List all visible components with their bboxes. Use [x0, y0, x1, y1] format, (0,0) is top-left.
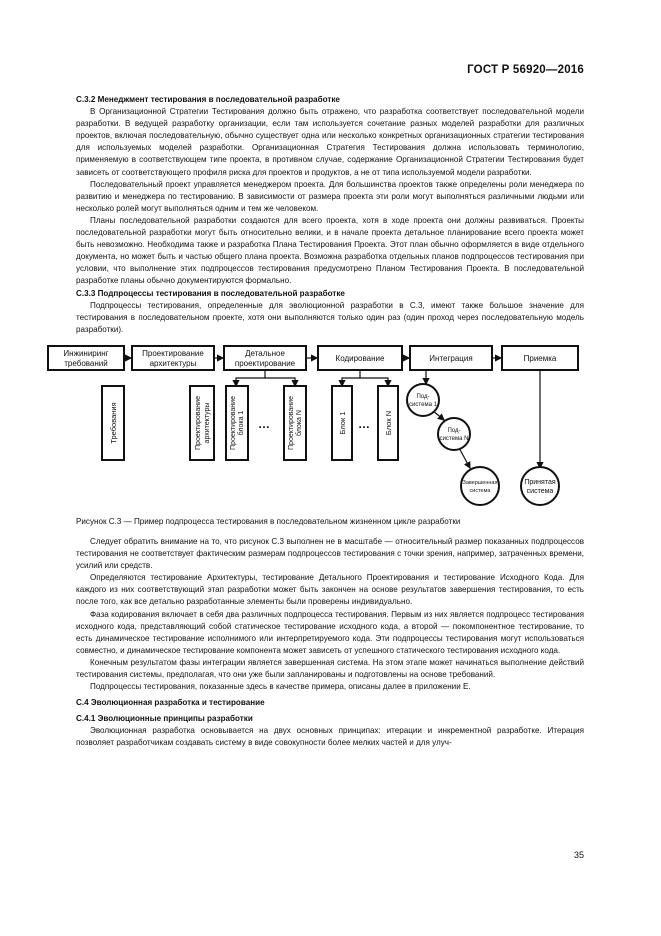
figure-caption: Рисунок С.3 — Пример подпроцесса тестирования в последовательном жизненном цикле разработки [76, 516, 461, 526]
standard-header: ГОСТ Р 56920—2016 [467, 64, 584, 76]
phase-acceptance [502, 346, 578, 370]
phase-detailed-design [224, 346, 306, 370]
sub-design-block-n [284, 386, 306, 460]
svg-text:Приемка: Приемка [523, 353, 557, 363]
svg-text:Интеграция: Интеграция [429, 353, 473, 363]
svg-text:Проектирование: Проектирование [230, 395, 237, 450]
svg-text:проектирование: проектирование [234, 358, 296, 368]
svg-text:требований: требований [64, 358, 108, 368]
figure-c3 [46, 344, 557, 512]
section-c41-title: С.4.1 Эволюционные принципы разработки [76, 714, 253, 724]
page-content [63, 94, 584, 750]
svg-text:Завершенная: Завершенная [462, 479, 498, 486]
completed-system [461, 467, 499, 505]
svg-text:система N: система N [439, 435, 469, 442]
phase-integration [410, 346, 492, 370]
sub-block-n [378, 386, 398, 460]
section-c32-title: С.3.2 Менеджмент тестирования в последовательной разработке [76, 95, 340, 104]
phase-requirements-engineering [48, 346, 124, 370]
svg-text:Проектирование: Проектирование [288, 395, 295, 450]
svg-text:система: система [526, 487, 554, 495]
svg-text:архитектуры: архитектуры [204, 402, 211, 444]
svg-text:Под-: Под- [447, 427, 461, 434]
page-number: 35 [573, 850, 584, 860]
svg-text:Проектирование: Проектирование [195, 395, 202, 450]
sub-design-block-1 [226, 386, 248, 460]
accepted-system [521, 467, 559, 505]
svg-text:Под-: Под- [416, 393, 430, 400]
paragraph: Конечным результатом фазы интеграции является завершенная система. На этом этапе может начинаться выполнение действий тестирования системы, предполагая, что они уже были запланированы и подготовлены на основе требований. [76, 657, 584, 679]
paragraph: Эволюционная разработка основывается на двух основных принципах: итерации и инкрементной разработке. Итерация позволяет разработчикам создавать систему в виде совокупности более мелких частей и для улуч- [76, 726, 584, 748]
sub-block-1 [332, 386, 352, 460]
sub-requirements [102, 386, 124, 460]
svg-text:архитектуры: архитектуры [149, 358, 197, 368]
subsystem-1 [407, 384, 439, 416]
paragraph: Подпроцессы тестирования, определенные для эволюционной разработки в С.3, имеют также большое значение для тестирования в последовательном проекте, хотя они выполняются только один раз (один проход через последовательную модель разработки). [76, 300, 584, 334]
svg-text:Кодирование: Кодирование [335, 353, 385, 363]
phase-architecture-design [132, 346, 214, 370]
svg-text:Блок N: Блок N [384, 410, 393, 436]
svg-text:Блок 1: Блок 1 [338, 411, 347, 435]
svg-text:Детальное: Детальное [245, 348, 285, 358]
paragraph: Определяются тестирование Архитектуры, тестирование Детального Проектирования и тестирование Исходного Кода. Для каждого из них соответствующий этап разработки может быть закончен на основе результатов завершения тестирования, то есть после того, как все детально разработанные элементы были проверены индивидуально. [76, 573, 584, 607]
paragraph: Последовательный проект управляется менеджером проекта. Для большинства проектов также определены роли менеджера по развитию и менеджера по тестированию. В зависимости от размера проекта эти роли могут выполняться различными людьми или несколько ролей могут выполняться одним и тем же человеком. [76, 179, 584, 213]
paragraph: Фаза кодирования включает в себя два различных подпроцесса тестирования. Первым из них является подпроцесс тестирования исходного кода, представляющий собой статическое тестирование исходного кода, а второй — покомпонентное тестирование, то есть динамическое тестирование исполнимого или интерпретируемого кода. Эти подпроцессы тестирования могут использоваться совместно, и динамическое тестирование компонента может зависеть от успешного статического тестирования исходного кода. [76, 609, 584, 655]
svg-text:Инжиниринг: Инжиниринг [63, 348, 109, 358]
integration-flow [426, 370, 540, 468]
svg-text:Проектирование: Проектирование [142, 348, 204, 358]
svg-text:Требования: Требования [109, 402, 118, 444]
ellipsis: … [258, 416, 270, 431]
svg-text:система 1: система 1 [409, 401, 437, 408]
paragraph: Планы последовательной разработки создаются для всего проекта, хотя в ходе проекта они должны развиваться. Проекты последовательной разработки могут быть относительно велики, и в начале проекта детальное планирование всего проекта может быть невозможно. Необходима также и разработка Плана Тестирования Проекта. Этот план обычно оформляется в виде отдельного документа, но может быть и частью общего плана проекта. Возможна разработка отдельных планов подпроцессов тестирования при условии, что выполнение этих подпроцессов тестирования предусмотрено Планом Тестирования Проекта. В последовательной разработке планы обычно документируются формально. [76, 215, 584, 286]
ellipsis: … [358, 416, 370, 431]
section-c33-title: С.3.3 Подпроцессы тестирования в последовательной разработке [76, 288, 345, 298]
paragraph: Подпроцессы тестирования, показанные здесь в качестве примера, описаны далее в приложении Е. [90, 682, 471, 692]
svg-text:блока 1: блока 1 [238, 410, 245, 436]
svg-text:система: система [469, 487, 491, 494]
svg-text:Принятая: Принятая [524, 478, 556, 486]
subsystem-n [438, 418, 470, 450]
section-c4-title: С.4 Эволюционная разработка и тестирование [76, 698, 265, 708]
phase-coding [318, 346, 402, 370]
test-subprocess-diagram [46, 344, 594, 512]
paragraph: Следует обратить внимание на то, что рисунок С.3 выполнен не в масштабе — относительный размер показанных подпроцессов тестирования не соответствует фактическим размерам подпроцессов тестирования с точки зрения, например, затраченных времени, усилий или средств. [76, 536, 584, 571]
svg-text:блока N: блока N [296, 409, 303, 436]
paragraph: В Организационной Стратегии Тестирования должно быть отражено, что разработка соответствует последовательной модели разработки. В ведущей разработку организации, если там используется сочетание разных моделей разработки для различных проектов, включая последовательную, обычно существует одна или несколько конкретных организационных стратегии тестирования для используемых моделей разработки. Организационная Стратегия Тестирования должна использовать терминологию, применяемую в соответствующем типе проекта, в противном случае, содержание Организационной Стратегии Тестирования будет зависеть от соответствующего профиля риска для проектов и продуктов, а не от типа используемой модели разработки. [76, 107, 584, 177]
sub-architecture-design [190, 386, 214, 460]
